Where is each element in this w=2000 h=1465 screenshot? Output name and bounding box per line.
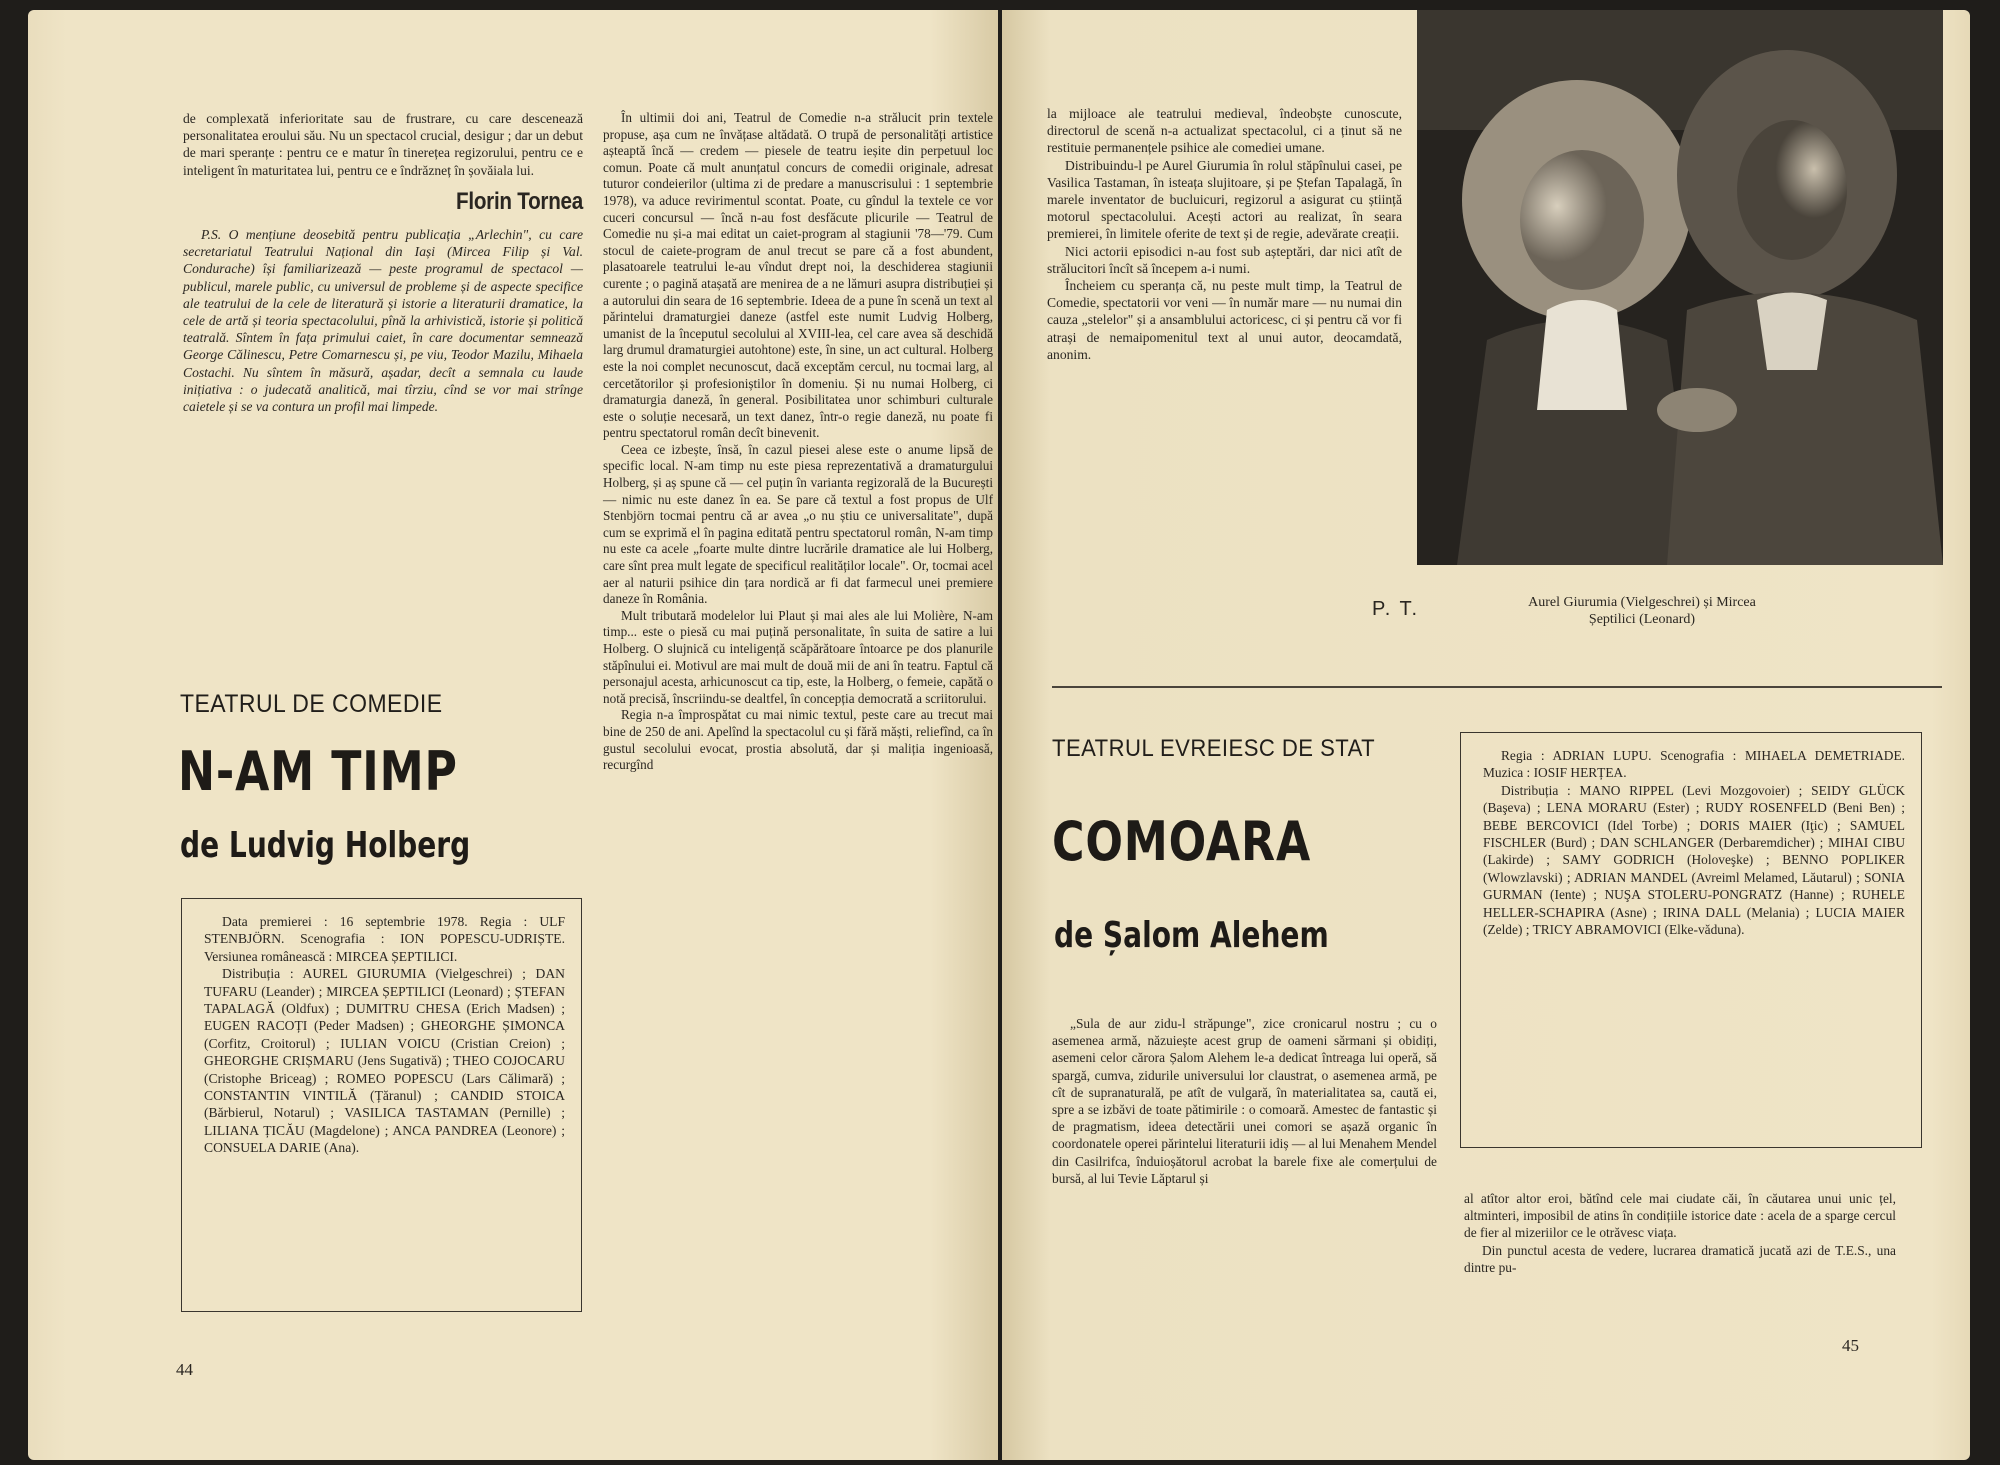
credits-cast: Distribuția : AUREL GIURUMIA (Vielgeschrei) ; DAN TUFARU (Leander) ; MIRCEA ȘEPTILICI (Leonard) ; ȘTEFAN TAPALAGĂ (Oldfux) ; DUMITRU CHESA (Erich Madsen) ; EUGEN RACOȚI (Peder Madsen) ; GHEORGHE ȘIMONCA (Corfitz, Croitorul) ; IULIAN VOICU (Cristian Creion) ; GHEORGHE CRIȘMARU (Jens Sugativă) ; THEO COJOCARU (Cristophe Briceag) ; ROMEO POPESCU (Lars Călimară) ; CONSTANTIN VINTILĂ (Țăranul) ; CANDID STOICA (Bărbierul, Notarul) ; VASILICA TASTAMAN (Pernille) ; LILIANA ȚICĂU (Magdelone) ; ANCA PANDREA (Leonore) ; CONSUELA DARIE (Ana). xyxy=(204,966,565,1156)
right-paragraph-2: Distribuindu-l pe Aurel Giurumia în rolul stăpînului casei, pe Vasilica Tastaman, în isteața slujitoare, și pe Ștefan Tapalagă, în marele inventator de bucluicuri, regizorul a asigurat cu știință motorul spectacolului. Acești actori au realizat, în seara premierei, în limitele oferite de text și de regie, adevărate creații. xyxy=(1047,157,1402,242)
section-heading: TEATRUL DE COMEDIE xyxy=(180,690,443,718)
credits-premiere: Data premierei : 16 septembrie 1978. Regia : ULF STENBJÖRN. Scenografia : ION POPESCU-UDRIȘTE. Versiunea românească : MIRCEA ȘEPTILICI. xyxy=(204,914,565,964)
comoara-paragraph-1: „Sula de aur zidu-l străpunge", zice cronicarul nostru ; cu o asemenea armă, năzuiește acest grup de oameni sărmani și obidiți, asemeni celor cărora Șalom Alehem le-a dedicat întreaga lui operă, să spargă, cumva, zidurile universului lor claustrat, o asemenea armă, pe cît de supranaturală, pe atît de vulgară, în materialitatea sa, caută ei, spre a se izbăvi de toate pătimirile : o comoară. Amestec de fantastic și de pragmatism, ideea detectării unei comori se așază organic în coordonatele operei părintelui literaturii idiș — al lui Menahem Mendel din Casilrifca, înduioșătorul acrobat la barele fixe ale comerțului de bursă, al lui Tevie Lăptarul și xyxy=(1052,1016,1437,1186)
col2-paragraph-4: Regia n-a împrospătat cu mai nimic textul, peste care au trecut mai bine de 250 de ani. Apelînd la spectacolul cu și fără măști, reliefînd, ca în gustul secolului evocat, prostia absolută, dar și maliția ingenioasă, recurgînd xyxy=(603,707,993,773)
page-number-left: 44 xyxy=(176,1360,193,1379)
production-photo xyxy=(1417,10,1943,565)
comoara-paragraph-2: al atîtor altor eroi, bătînd cele mai ciudate căi, în căutarea unui unic țel, altminteri, imposibil de atins în condițiile istorice date : acela de a sparge cercul de fier al mizeriilor ce le otrăvesc viața. xyxy=(1464,1191,1896,1241)
credits-cast-right: Distribuția : MANO RIPPEL (Levi Mozgovoier) ; SEIDY GLÜCK (Başeva) ; LENA MORARU (Ester) ; RUDY ROSENFELD (Beni Ben) ; BEBE BERCOVICI (Idel Torbe) ; DORIS MAIER (Iţic) ; SAMUEL FISCHLER (Burd) ; DAN SCHLANGER (Derbaremdicher) ; MIHAI CIBU (Lakirde) ; SAMY GODRICH (Holoveşke) ; BENNO POPLIKER (Wlowzlavski) ; ADRIAN MANDEL (Avreiml Melamed, Lăutarul) ; SONIA GURMAN (Iente) ; NUŞA STOLERU-PONGRATZ (Hanne) ; RUHELE HELLER-SCHAPIRA (Asne) ; IRINA DALL (Melania) ; LUCIA MAIER (Zelde) ; TRICY ABRAMOVICI (Elke-văduna). xyxy=(1483,782,1905,938)
play-title-right: COMOARA xyxy=(1052,810,1312,873)
photo-caption: Aurel Giurumia (Vielgeschrei) și Mircea Șeptilici (Leonard) xyxy=(1528,595,1756,627)
article-initials: P. T. xyxy=(1372,598,1420,620)
page-number-right: 45 xyxy=(1842,1336,1859,1355)
credits-direction: Regia : ADRIAN LUPU. Scenografia : MIHAELA DEMETRIADE. Muzica : IOSIF HERȚEA. xyxy=(1483,748,1905,781)
right-column-bottom-1 xyxy=(1052,1015,1437,1187)
ps-note: P.S. O mențiune deosebită pentru publicația „Arlechin", cu care secretariatul Teatrului Național din Iași (Mircea Filip și Val. Condurache) își familiarizează — peste programul de spectacol — publicul, marele public, cu universul de probleme și de aspecte specifice ale teatrului de la cele de literatură și istorie a literaturii dramatice, la cele de artă și teoria spectacolului, pînă la arhivistică, istorie și politică teatrală. Sîntem în fața primului caiet, în care documentar semnează George Călinescu, Petre Comarnescu și, pe viu, Teodor Mazilu, Mihaela Costachi. Nu sîntem în măsură, așadar, decît a semnala cu laude inițiativa : o judecată analitică, mai tîrziu, cînd se vor mai strînge caietele și se va contura un profil mai limpede. xyxy=(183,227,583,415)
play-author: de Ludvig Holberg xyxy=(180,825,471,866)
left-column-1 xyxy=(183,110,583,415)
col2-paragraph-3: Mult tributară modelelor lui Plaut și mai ales ale lui Molière, N-am timp... este o piesă cu mai puțină personalitate, în suita de satire a lui Holberg. O slujnică cu inteligență scăpărătoare întoarce pe dos planurile stăpînului ei. Motivul are mai mult de două mii de ani în teatru. Faptul că personajul acesta, arhicunoscut ca tip, este, la Holberg, o femeie, capătă o notă precisă, înscriindu-se dealtfel, în concepția democrată a scriitorului. xyxy=(603,607,993,706)
left-column-2 xyxy=(603,110,993,774)
right-column-1 xyxy=(1047,105,1402,363)
right-paragraph-1: la mijloace ale teatrului medieval, îndeobște cunoscute, directorul de scenă n-a actualizat spectacolul, ci a ținut să ne restituie permanențele psihice ale comediei umane. xyxy=(1047,106,1402,156)
col2-paragraph-1: În ultimii doi ani, Teatrul de Comedie n-a strălucit prin textele propuse, așa cum ne învățase altădată. O trupă de personalități artistice așteaptă încă — credem — piesele de teatru ieșite din perpetuul loc comun. Poate că mult anunțatul concurs de comedii originale, adresat tuturor condeierilor (ultima zi de predare a manuscrisului : 1 septembrie 1978), va aduce revirimentul scontat. Poate, cu gîndul la textele ce vor cuceri concursul — încă n-au fost desfăcute plicurile — Teatrul de Comedie nu și-a mai editat un caiet-program al stagiunii '78—'79. Cum stocul de caiete-program de anul trecut se pare că a fost abundent, plasatoarele teatrului le-au vîndut drept noi, la deschiderea stagiunii curente ; o pagină atașată are menirea de a ne lămuri asupra distribuției și a autorului din seara de 16 septembrie. Ideea de a pune în scenă un text al părintelui dramaturgiei daneze (astfel este numit Ludvig Holberg, umanist de la începutul secolului al XVIII-lea, cel care avea să deschidă larg drumul dramaturgiei autohtone) este, în sine, un act cultural. Holberg este la noi complet necunoscut, dacă exceptăm cercul, nu tocmai larg, al cercetătorilor și profesioniștilor în domeniu. Și nu numai Holberg, ci dramaturgia daneză, în general. Posibilitatea unor schimburi culturale este o soluție necesară, un text danez, într-o regie daneză, nu poate fi pentru spectatorul român decît binevenit. xyxy=(603,110,993,441)
play-author-right: de Șalom Alehem xyxy=(1054,915,1329,956)
play-title: N-AM TIMP xyxy=(178,740,458,803)
section-divider xyxy=(1052,686,1942,688)
section-heading-right: TEATRUL EVREIESC DE STAT xyxy=(1052,735,1376,762)
signature: Florin Tornea xyxy=(456,187,583,215)
photo-illustration xyxy=(1417,10,1943,565)
right-paragraph-4: Încheiem cu speranța că, nu peste mult timp, la Teatrul de Comedie, spectatorii vor veni — în număr mare — nu numai din cauza „stelelor" și a ansamblului actoricesc, ci și pentru că vor fi atrași de nemaipomenitul text al unui autor, deocamdată, anonim. xyxy=(1047,278,1402,362)
intro-paragraph: de complexată inferioritate sau de frustrare, cu care descenează personalitatea eroului său. Nu un spectacol crucial, desigur ; dar un debut de mari speranțe : pentru ce e matur în tinerețea regizorului, pentru ce e inteligent în maturitatea lui, pentru ce e îndrăzneț în șovăiala lui. xyxy=(183,111,583,178)
right-page xyxy=(1002,10,1970,1460)
col2-paragraph-2: Ceea ce izbește, însă, în cazul piesei alese este o anume lipsă de specific local. N-am timp nu este piesa reprezentativă a dramaturgului Holberg, și aș spune că — cel puțin în varianta regizorală de la București — nimic nu este danez în ea. Se pare că textul a fost propus de Ulf Stenbjörn tocmai pentru că ar avea „o nu știu ce universalitate", după cum se exprimă el în pagina editată pentru spectatorul român, N-am timp nu este ca acele „foarte multe dintre lucrările dramatice ale lui Holberg, care sînt prea mult legate de specificul realităților locale". Or, tocmai acel aer al naturii psihice din țara nordică ar fi dat farmecul unei premiere daneze în România. xyxy=(603,441,993,607)
right-paragraph-3: Nici actorii episodici n-au fost sub așteptări, dar nici atît de strălucitori încît să începem a-i numi. xyxy=(1047,243,1402,276)
left-page xyxy=(28,10,998,1460)
right-column-bottom-2 xyxy=(1464,1190,1896,1276)
credits-box-right xyxy=(1460,732,1922,1148)
comoara-paragraph-3: Din punctul acesta de vedere, lucrarea dramatică jucată azi de T.E.S., una dintre pu- xyxy=(1464,1242,1896,1275)
credits-box xyxy=(181,898,582,1312)
